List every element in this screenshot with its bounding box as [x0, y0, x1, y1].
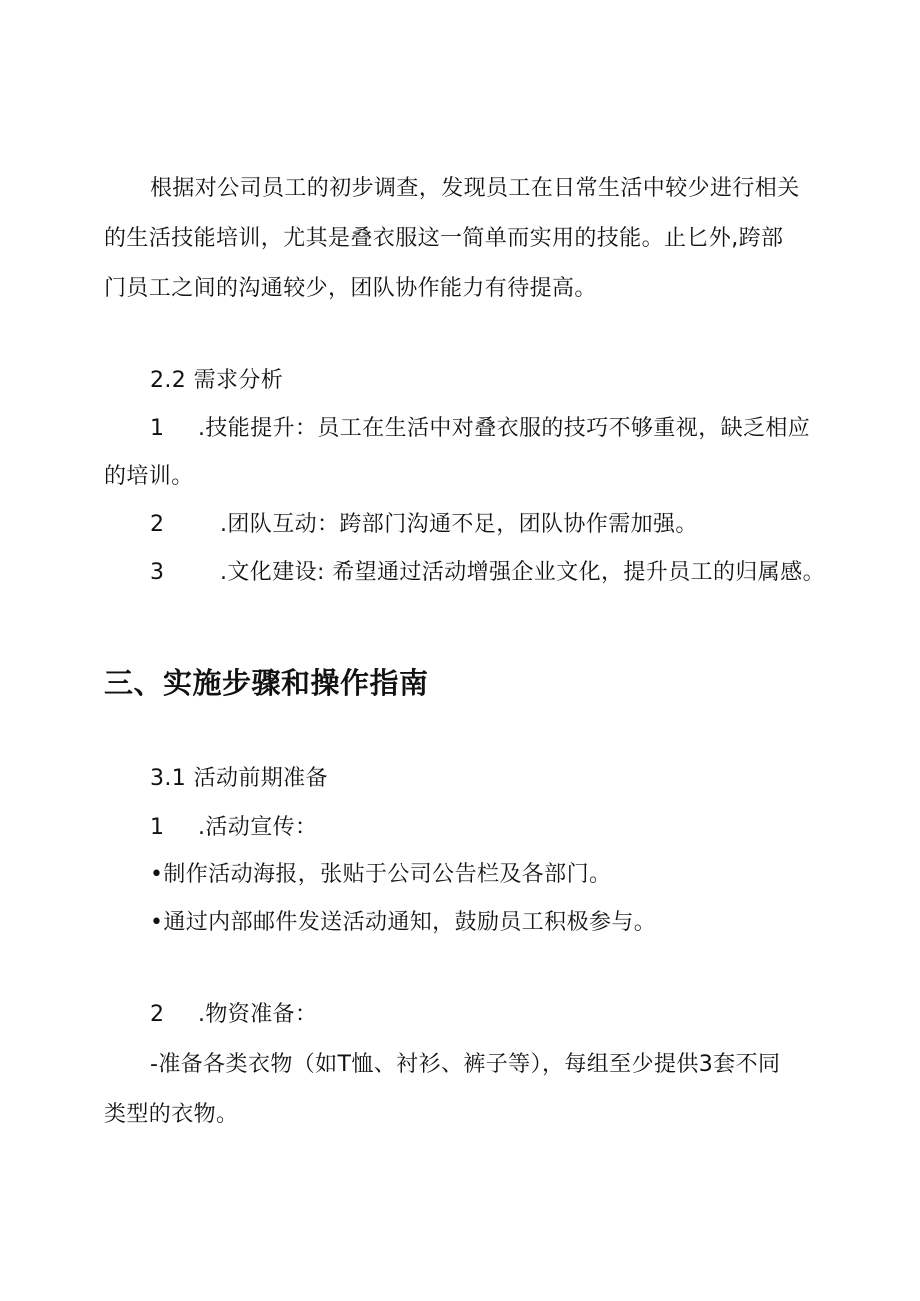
- section-title-3-1: 3.1 活动前期准备: [150, 766, 328, 791]
- chapter-heading-3: 三、实施步骤和操作指南: [104, 666, 429, 700]
- prep-item-2-label: .物资准备：: [198, 1002, 318, 1027]
- needs-item-3-number: 3: [150, 560, 165, 585]
- needs-item-1-text: .技能提升：员工在生活中对叠衣服的技巧不够重视，缺乏相应: [198, 416, 811, 441]
- prep-item-2-line-2: 类型的衣物。: [104, 1102, 239, 1127]
- section-title-2-2: 2.2 需求分析: [150, 368, 284, 393]
- needs-item-2-text: .团队互动：跨部门沟通不足，团队协作需加强。: [220, 512, 698, 537]
- intro-paragraph-line-2: 的生活技能培训，尤其是叠衣服这一简单而实用的技能。止匕外,跨部: [104, 226, 784, 251]
- needs-item-3: [150, 558, 825, 588]
- needs-item-1-number: 1: [150, 416, 165, 441]
- needs-item-3-text: .文化建设: 希望通过活动增强企业文化，提升员工的归属感。: [220, 560, 826, 585]
- intro-paragraph-line-1: 根据对公司员工的初步调查，发现员工在日常生活中较少进行相关: [150, 176, 800, 201]
- needs-item-1-line-2: 的培训。: [104, 464, 194, 489]
- prep-item-1-number: 1: [150, 815, 165, 840]
- prep-item-1-title: [150, 813, 317, 843]
- prep-item-2-title: [150, 1000, 317, 1030]
- needs-item-1-line-1: [150, 414, 810, 444]
- needs-item-2: [150, 510, 698, 540]
- prep-item-2-number: 2: [150, 1002, 165, 1027]
- prep-item-2-line-1: -准备各类衣物（如T恤、衬衫、裤子等），每组至少提供3套不同: [150, 1052, 781, 1077]
- intro-paragraph-line-3: 门员工之间的沟通较少，团队协作能力有待提高。: [104, 276, 597, 301]
- prep-item-1-bullet-2: •通过内部邮件发送活动通知，鼓励员工积极参与。: [150, 910, 657, 935]
- needs-item-2-number: 2: [150, 512, 165, 537]
- prep-item-1-label: .活动宣传：: [198, 815, 318, 840]
- prep-item-1-bullet-1: •制作活动海报，张贴于公司公告栏及各部门。: [150, 862, 612, 887]
